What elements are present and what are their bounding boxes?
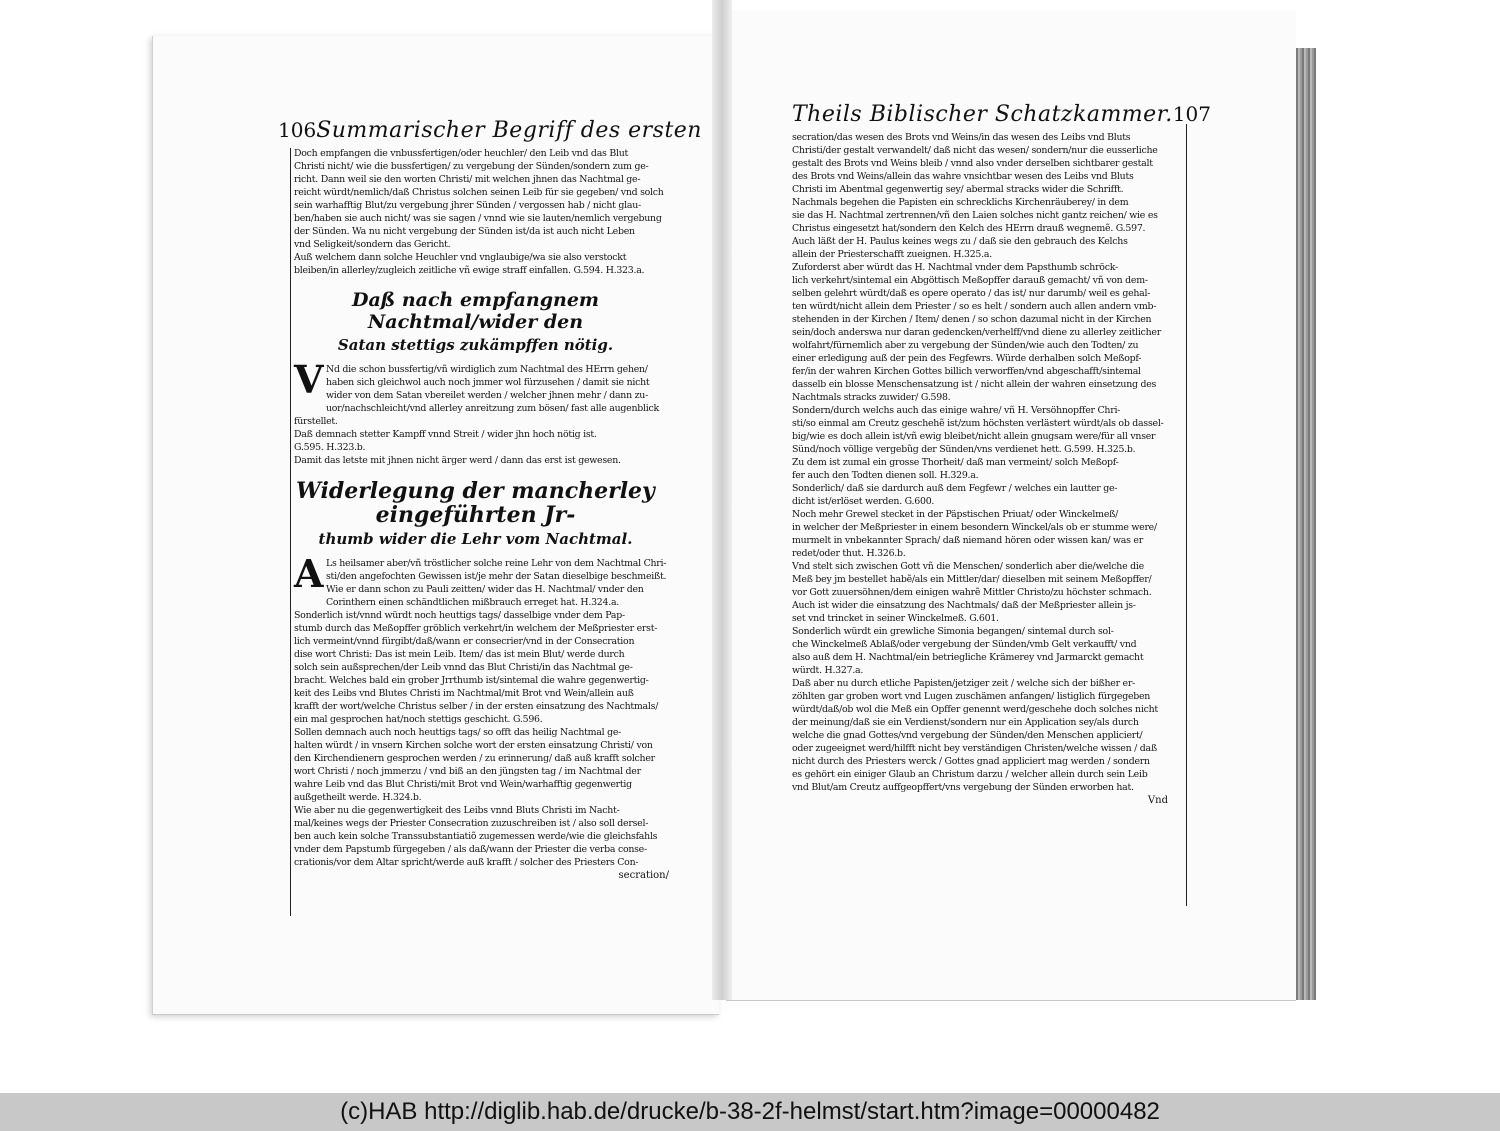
- running-title: Theils Biblischer Schatzkammer.: [792, 102, 1173, 127]
- drop-initial: A: [294, 551, 324, 596]
- paragraph-block: [278, 551, 673, 869]
- paragraph-block: [278, 147, 673, 277]
- text-line: welche die gnad Gottes/vnd vergebung der Sünden/den Menschen appliciert/: [792, 730, 1143, 741]
- text-line: Meß bey jm bestellet habẽ/als ein Mittler/dar/ dieselben mit seinem Meßopffer/: [792, 574, 1152, 585]
- text-line: nicht durch des Priesters werck / Gottes gnad appliciert mag werden / sondern: [792, 756, 1150, 767]
- text-line: Sonderlich/ daß sie dardurch auß dem Fegfewr / welches ein lautter ge-: [792, 483, 1118, 494]
- text-line: der Sünden. Wa nu nicht vergebung der Sünden ist/da ist auch nicht Leben: [294, 226, 635, 237]
- text-line: vnder dem Papstumb fürgegeben / als daß/wann der Priester die verba conse-: [294, 844, 647, 855]
- text-line: den Kirchendienern gesprochen werden / zu erinnerung/ daß auß krafft solcher: [294, 753, 655, 764]
- book-gutter: [712, 0, 732, 1000]
- text-line: haben sich gleichwol auch noch jmmer wol fürzusehen / damit sie nicht: [326, 377, 650, 388]
- paragraph-block: [278, 357, 673, 467]
- text-line: Wie er dann schon zu Pauli zeitten/ wider das H. Nachtmal/ vnder den: [326, 584, 644, 595]
- text-line: bleiben/in allerley/zugleich zeitliche vñ ewige straff einfallen. G.594. H.323.a.: [294, 265, 645, 276]
- text-line: Nachmals begehen die Papisten ein schrecklichs Kirchenräuberey/ in dem: [792, 197, 1129, 208]
- text-line: bracht. Welches bald ein grober Jrrthumb ist/sintemal die wahre gegenwertig-: [294, 675, 649, 686]
- text-line: reicht würdt/nemlich/daß Christus solchen seinen Leib für sie gegeben/ vnd solch: [294, 187, 664, 198]
- text-line: wort Christi / noch jmmerzu / vnd biß an den jüngsten tag / im Nachtmal der: [294, 766, 641, 777]
- text-line: würdt. H.327.a.: [792, 665, 864, 676]
- text-line: Daß aber nu durch etliche Papisten/jetziger zeit / welche sich der bißher er-: [792, 678, 1135, 689]
- catchword: Vnd: [1147, 795, 1168, 806]
- text-line: halten würdt / in vnsern Kirchen solche wort der ersten einsatzung Christi/ von: [294, 740, 653, 751]
- text-line: wider von dem Satan vbereilet werden / welcher jhnen mehr / dann zu-: [326, 390, 649, 401]
- text-line: wolfahrt/fürnemlich aber zu vergebung der Sünden/wie auch den Todten/ zu: [792, 340, 1139, 351]
- text-line: Nd die schon bussfertig/vñ wirdiglich zum Nachtmal des HErrn gehen/: [326, 364, 648, 375]
- text-line: ben/haben sie auch nicht/ was sie sagen / vnnd wie sie lauten/nemlich vergebung: [294, 213, 662, 224]
- text-line: außgetheilt werde. H.324.b.: [294, 792, 422, 803]
- drop-initial: V: [294, 357, 324, 402]
- text-line: einer erledigung auß der pein des Fegfewrs. Würde derhalben solch Meßopf-: [792, 353, 1142, 364]
- catchword: secration/: [618, 870, 669, 881]
- text-line: Ls heilsamer aber/vñ tröstlicher solche reine Lehr von dem Nachtmal Chri-: [326, 558, 667, 569]
- text-line: richt. Dann weil sie den worten Christi/ mit welchen jhnen das Nachtmal ge-: [294, 174, 641, 185]
- running-title: Summarischer Begriff des ersten: [316, 118, 702, 143]
- text-line: Vnd stelt sich zwischen Gott vñ die Menschen/ sonderlich aber die/welche die: [792, 561, 1144, 572]
- text-line: ben auch kein solche Transsubstantiatiõ zugemessen werde/wie die gleichsfahls: [294, 831, 658, 842]
- page-number: 107: [1172, 102, 1211, 126]
- left-page-header: [278, 118, 702, 143]
- text-line: solch sein außsprechen/der Leib vnnd das Blut Christi/in das Nachtmal ge-: [294, 662, 633, 673]
- text-line: wahre Leib vnd das Blut Christi/mit Brot vnd Wein/warhafftig gegenwertig: [294, 779, 632, 790]
- text-line: ein mal gesprochen hat/noch stettigs geschicht. G.596.: [294, 714, 543, 725]
- text-line: redet/oder thut. H.326.b.: [792, 548, 906, 559]
- section-heading-sub: thumb wider die Lehr vom Nachtmal.: [318, 530, 633, 548]
- text-line: Christi nicht/ wie die bussfertigen/ zu vergebung der Sünden/sondern zum ge-: [294, 161, 649, 172]
- text-line: set vnd trincket in seiner Winckelmeß. G.601.: [792, 613, 999, 624]
- text-line: sein warhafftig Blut/zu vergebung jhrer Sünden / vergossen hab / nicht glau-: [294, 200, 641, 211]
- text-line: stehenden in der Kirchen / Item/ denen / so schon dazumal nicht in der Kirchen: [792, 314, 1152, 325]
- page-number: 106: [278, 118, 317, 142]
- text-line: lich verkehrt/sintemal ein Abgöttisch Meßopffer darauß gemacht/ vñ von dem-: [792, 275, 1148, 286]
- text-line: Corinthern einen schändtlichen mißbrauch erreget hat. H.324.a.: [326, 597, 620, 608]
- text-line: big/wie es doch allein ist/vñ ewig bleibet/nicht allein gnugsam were/für all vnser: [792, 431, 1156, 442]
- section-heading: Widerlegung der mancherley eingeführten Jr-: [296, 478, 655, 528]
- left-text-column: [278, 118, 702, 882]
- text-line: sein/doch anderswa nur daran gedencken/verhelff/vnd diene zu allerley zeitlicher: [792, 327, 1161, 338]
- text-line: Sollen demnach auch noch heuttigs tags/ so offt das heilig Nachtmal ge-: [294, 727, 622, 738]
- text-line: ten würdt/nicht allein dem Priester / so es helt / sondern auch allen andern vmb-: [792, 301, 1157, 312]
- text-line: sti/so einmal am Creutz geschehẽ ist/zum höchsten verlästert würdt/als ob dassel-: [792, 418, 1164, 429]
- right-page-header: [792, 102, 1211, 127]
- text-line: Nachtmals stracks zuwider/ G.598.: [792, 392, 951, 403]
- text-line: fürstellet.: [294, 416, 338, 427]
- text-line: Sünd/noch völlige vergebũg der Sünden/vns verdienet hett. G.599. H.325.b.: [792, 444, 1136, 455]
- text-line: Daß demnach stetter Kampff vnnd Streit / wider jhn hoch nötig ist.: [294, 429, 597, 440]
- text-line: selben gelehrt würdt/daß es opere operato / das ist/ nur darumb/ weil es gehal-: [792, 288, 1151, 299]
- text-line: oder zugeeignet werd/hilfft nicht bey verständigen Christen/welche wissen / daß: [792, 743, 1157, 754]
- text-line: Sondern/durch welchs auch das einige wahre/ vñ H. Versöhnopffer Chri-: [792, 405, 1121, 416]
- text-line: Auch ist wider die einsatzung des Nachtmals/ daß der Meßpriester allein js-: [792, 600, 1136, 611]
- text-line: Wie aber nu die gegenwertigkeit des Leibs vnnd Bluts Christi im Nacht-: [294, 805, 620, 816]
- text-line: stumb durch das Meßopffer gröblich verkehrt/in welchem der Meßpriester erst-: [294, 623, 658, 634]
- text-line: fer auch den Todten dienen soll. H.329.a.: [792, 470, 979, 481]
- text-line: Doch empfangen die vnbussfertigen/oder heuchler/ den Leib vnd das Blut: [294, 148, 629, 159]
- text-line: dicht ist/erlöset werden. G.600.: [792, 496, 935, 507]
- text-line: krafft der wort/welche Christus selber / in der ersten einsatzung des Nachtmals/: [294, 701, 659, 712]
- text-line: Christus eingesetzt hat/sondern den Kelch des HErrn drauß wegnemẽ. G.597.: [792, 223, 1146, 234]
- section-heading: Daß nach empfangnem Nachtmal/wider den: [351, 289, 600, 333]
- text-line: che Winckelmeß Ablaß/oder vergebung der Sünden/vmb Gelt verkaufft/ vnd: [792, 639, 1137, 650]
- text-line: Zu dem ist zumal ein grosse Thorheit/ daß man vermeint/ solch Meßopf-: [792, 457, 1119, 468]
- page-edges: [1296, 48, 1316, 1000]
- copyright-footer: [0, 1093, 1500, 1131]
- text-line: uor/nachschleicht/vnd allerley anreitzung zum bösen/ fast alle augenblick: [326, 403, 659, 414]
- text-line: crationis/vor dem Altar spricht/werde auß krafft / solcher des Priesters Con-: [294, 857, 639, 868]
- text-line: zöhlten gar groben wort vnd Lugen zuschämen anfangen/ listiglich fürgegeben: [792, 691, 1151, 702]
- text-line: fer/in der wahren Kirchen Gottes billich verworffen/vnd abgeschafft/sintemal: [792, 366, 1141, 377]
- text-line: Auß welchem dann solche Heuchler vnd vnglaubige/wa sie also verstockt: [294, 252, 627, 263]
- right-margin-rule: [1186, 124, 1187, 906]
- text-line: Sonderlich würdt ein grewliche Simonia begangen/ sintemal durch sol-: [792, 626, 1114, 637]
- text-line: der meinung/daß sie ein Verdienst/sondern nur ein Application sey/als durch: [792, 717, 1139, 728]
- text-line: in welcher der Meßpriester in einem besondern Winckel/als ob er stumme were/: [792, 522, 1157, 533]
- text-line: mal/keines wegs der Priester Consecration zuzuschreiben ist / also soll dersel-: [294, 818, 649, 829]
- text-line: keit des Leibs vnd Blutes Christi im Nachtmal/mit Brot vnd Wein/allein auß: [294, 688, 634, 699]
- right-text-column: [792, 102, 1211, 807]
- text-line: sti/den angefochten Gewissen ist/je mehr der Satan dieselbige beschmeißt.: [326, 571, 667, 582]
- text-line: gestalt des Brots vnd Weins bleib / vnnd also vnder derselben sichtbarer gestalt: [792, 158, 1153, 169]
- source-url-text: (c)HAB http://diglib.hab.de/drucke/b-38-2f-helmst/start.htm?image=00000482: [340, 1098, 1160, 1125]
- text-line: Zuforderst aber würdt das H. Nachtmal vnder dem Papsthumb schröck-: [792, 262, 1118, 273]
- text-line: des Brots vnd Weins/allein das wahre vnsichtbar wesen des Leibs vnd Bluts: [792, 171, 1134, 182]
- text-line: dasselb ein blosse Menschensatzung ist / nicht allein der wahren einsetzung des: [792, 379, 1157, 390]
- text-line: murmelt in vnbekannter Sprach/ daß niemand hören oder wissen kan/ was er: [792, 535, 1143, 546]
- text-line: secration/das wesen des Brots vnd Weins/in das wesen des Leibs vnd Bluts: [792, 132, 1131, 143]
- text-line: dise wort Christi: Das ist mein Leib. Item/ das ist mein Blut/ werde durch: [294, 649, 625, 660]
- paragraph-block: [792, 131, 1172, 794]
- text-line: Auch läßt der H. Paulus keines wegs zu / daß sie den gebrauch des Kelchs: [792, 236, 1128, 247]
- text-line: Sonderlich ist/vnnd würdt noch heuttigs tags/ dasselbige vnder dem Pap-: [294, 610, 625, 621]
- text-line: G.595. H.323.b.: [294, 442, 366, 453]
- text-line: Christi/der gestalt verwandelt/ daß nicht das wesen/ sondern/nur die eusserliche: [792, 145, 1158, 156]
- text-line: lich vermeint/vnnd fürgibt/daß/wann er consecrier/vnd in der Consecration: [294, 636, 635, 647]
- text-line: es gehört ein einiger Glaub an Christum darzu / welcher allein durch sein Leib: [792, 769, 1148, 780]
- section-heading-sub: Satan stettigs zukämpffen nötig.: [337, 336, 614, 354]
- text-line: vnd Blut/am Creutz auffgeopffert/vns vergebung der Sünden erworben hat.: [792, 782, 1134, 793]
- text-line: also auß dem H. Nachtmal/ein betriegliche Krämerey vnd Jarmarckt gemacht: [792, 652, 1144, 663]
- text-line: würdt/daß/ob wol die Meß ein Opffer genennt werd/geschehe doch solches nicht: [792, 704, 1158, 715]
- text-line: vor Gott zuuersöhnen/dem einigen wahrẽ Mittler Christo/zu höchster schmach.: [792, 587, 1152, 598]
- text-line: Christi im Abentmal gegenwertig sey/ abermal stracks wider die Schrifft.: [792, 184, 1124, 195]
- text-line: Noch mehr Grewel stecket in der Päpstischen Priuat/ oder Winckelmeß/: [792, 509, 1119, 520]
- text-line: allein der Priesterschafft zueignen. H.325.a.: [792, 249, 992, 260]
- text-line: Damit das letste mit jhnen nicht ärger werd / dann das erst ist gewesen.: [294, 455, 621, 466]
- text-line: sie das H. Nachtmal zertrennen/vñ den Laien solches nicht gantz reichen/ wie es: [792, 210, 1158, 221]
- text-line: vnd Seligkeit/sondern das Gericht.: [294, 239, 451, 250]
